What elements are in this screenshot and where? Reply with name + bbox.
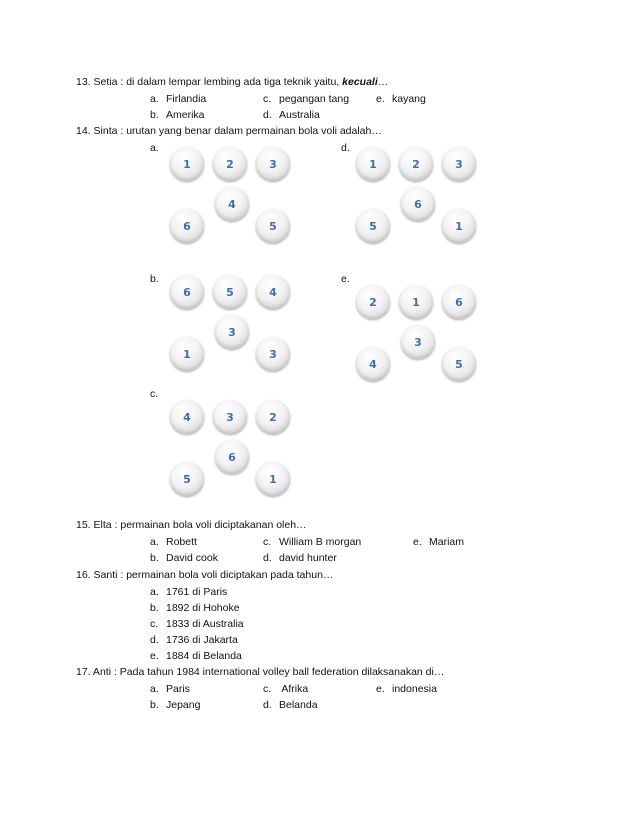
volleyball-player-position <box>399 147 433 181</box>
volleyball-player-position <box>170 337 204 371</box>
option-letter: b. <box>150 552 159 564</box>
option-letter: e. <box>376 683 385 695</box>
volleyball-player-position <box>356 285 390 319</box>
q13-option-e[interactable] <box>376 93 426 106</box>
volleyball-player-position <box>399 285 433 319</box>
position-number: 6 <box>455 295 463 309</box>
q14-option-b-letter[interactable]: b. <box>150 273 159 285</box>
option-text: Robett <box>166 536 197 548</box>
volleyball-player-position <box>215 440 249 474</box>
q15-option-c[interactable] <box>263 536 361 549</box>
volleyball-player-position <box>170 462 204 496</box>
q16-option-c[interactable] <box>150 618 244 631</box>
position-number: 1 <box>183 157 191 171</box>
position-number: 2 <box>226 157 234 171</box>
position-number: 2 <box>369 295 377 309</box>
volleyball-player-position <box>213 147 247 181</box>
q14-option-e-letter[interactable]: e. <box>341 273 350 285</box>
option-text: Jepang <box>166 699 201 711</box>
position-number: 4 <box>269 285 277 299</box>
q15-option-a[interactable] <box>150 536 197 549</box>
option-letter: e. <box>413 536 422 548</box>
option-letter: c. <box>263 536 272 548</box>
volleyball-player-position <box>170 275 204 309</box>
question-14-text: 14. Sinta : urutan yang benar dalam permainan bola voli adalah… <box>76 125 382 137</box>
option-text: David cook <box>166 552 218 564</box>
q15-option-b[interactable] <box>150 552 218 565</box>
option-letter: a. <box>150 536 159 548</box>
q17-option-c[interactable] <box>263 683 308 696</box>
volleyball-player-position <box>256 400 290 434</box>
volleyball-player-position <box>356 347 390 381</box>
option-text: david hunter <box>279 552 337 564</box>
question-13 <box>76 76 388 89</box>
option-text: Mariam <box>429 536 465 548</box>
option-letter: c. <box>263 683 272 695</box>
position-number: 5 <box>269 219 277 233</box>
q16-option-a[interactable] <box>150 586 227 599</box>
option-text: 1833 di Australia <box>166 618 244 630</box>
q16-option-d[interactable] <box>150 634 238 647</box>
volleyball-player-position <box>213 400 247 434</box>
volleyball-player-position <box>442 285 476 319</box>
question-13-ellipsis: … <box>377 76 389 88</box>
position-number: 3 <box>228 325 236 339</box>
q13-option-b[interactable] <box>150 109 205 122</box>
position-number: 4 <box>228 197 236 211</box>
option-text: 1736 di Jakarta <box>166 634 238 646</box>
option-letter: b. <box>150 109 159 121</box>
volleyball-player-position <box>356 209 390 243</box>
option-letter: a. <box>150 93 159 105</box>
position-number: 2 <box>269 410 277 424</box>
volleyball-player-position <box>213 275 247 309</box>
option-text: Afrika <box>279 683 309 695</box>
q15-option-d[interactable] <box>263 552 337 565</box>
option-letter: d. <box>263 699 272 711</box>
q16-option-b[interactable] <box>150 602 240 615</box>
option-letter: e. <box>150 650 159 662</box>
position-number: 6 <box>183 219 191 233</box>
volleyball-player-position <box>401 325 435 359</box>
q13-option-d[interactable] <box>263 109 320 122</box>
option-letter: a. <box>150 683 159 695</box>
q14-option-d-letter[interactable]: d. <box>341 142 350 154</box>
option-text: 1761 di Paris <box>166 586 228 598</box>
position-number: 5 <box>455 357 463 371</box>
volleyball-player-position <box>442 209 476 243</box>
position-number: 3 <box>414 335 422 349</box>
position-number: 3 <box>269 347 277 361</box>
volleyball-player-position <box>256 209 290 243</box>
volleyball-player-position <box>215 187 249 221</box>
position-number: 5 <box>183 472 191 486</box>
position-number: 3 <box>269 157 277 171</box>
question-16-text: 16. Santi : permainan bola voli diciptakan pada tahun… <box>76 569 334 581</box>
option-text: William B morgan <box>279 536 362 548</box>
option-text: Australia <box>279 109 320 121</box>
volleyball-player-position <box>442 147 476 181</box>
position-number: 1 <box>455 219 463 233</box>
option-letter: b. <box>150 699 159 711</box>
q13-option-c[interactable] <box>263 93 349 106</box>
option-letter: c. <box>263 93 272 105</box>
q14-option-c-letter[interactable]: c. <box>150 388 159 400</box>
position-number: 1 <box>183 347 191 361</box>
option-text: kayang <box>392 93 426 105</box>
position-number: 6 <box>414 197 422 211</box>
q16-option-e[interactable] <box>150 650 242 663</box>
q15-option-e[interactable] <box>413 536 464 549</box>
q14-option-a-letter[interactable]: a. <box>150 142 159 154</box>
option-text: indonesia <box>392 683 437 695</box>
position-number: 4 <box>183 410 191 424</box>
option-text: Firlandia <box>166 93 207 105</box>
question-13-text: 13. Setia : di dalam lempar lembing ada tiga teknik yaitu, <box>76 76 340 88</box>
option-text: Belanda <box>279 699 318 711</box>
option-letter: c. <box>150 618 159 630</box>
position-number: 6 <box>228 450 236 464</box>
q17-option-b[interactable] <box>150 699 200 712</box>
option-letter: d. <box>263 109 272 121</box>
option-letter: d. <box>263 552 272 564</box>
volleyball-player-position <box>256 462 290 496</box>
volleyball-player-position <box>170 400 204 434</box>
position-number: 5 <box>369 219 377 233</box>
position-number: 1 <box>269 472 277 486</box>
position-number: 3 <box>455 157 463 171</box>
volleyball-player-position <box>256 337 290 371</box>
position-number: 6 <box>183 285 191 299</box>
option-text: 1892 di Hohoke <box>166 602 240 614</box>
option-text: 1884 di Belanda <box>166 650 242 662</box>
position-number: 2 <box>412 157 420 171</box>
option-letter: b. <box>150 602 159 614</box>
question-15-text: 15. Elta : permainan bola voli diciptakanan oleh… <box>76 519 307 531</box>
question-17-text: 17. Anti : Pada tahun 1984 international volley ball federation dilaksanakan di… <box>76 666 445 678</box>
volleyball-player-position <box>256 275 290 309</box>
volleyball-player-position <box>442 347 476 381</box>
option-letter: d. <box>150 634 159 646</box>
volleyball-player-position <box>170 209 204 243</box>
position-number: 4 <box>369 357 377 371</box>
volleyball-player-position <box>215 315 249 349</box>
volleyball-player-position <box>401 187 435 221</box>
q17-option-e[interactable] <box>376 683 437 696</box>
q17-option-d[interactable] <box>263 699 318 712</box>
option-text: Amerika <box>166 109 205 121</box>
q17-option-a[interactable] <box>150 683 190 696</box>
option-text: pegangan tang <box>279 93 350 105</box>
volleyball-player-position <box>356 147 390 181</box>
option-text: Paris <box>166 683 190 695</box>
position-number: 1 <box>369 157 377 171</box>
position-number: 5 <box>226 285 234 299</box>
option-letter: a. <box>150 586 159 598</box>
volleyball-player-position <box>256 147 290 181</box>
option-letter: e. <box>376 93 385 105</box>
q13-option-a[interactable] <box>150 93 206 106</box>
volleyball-player-position <box>170 147 204 181</box>
position-number: 3 <box>226 410 234 424</box>
position-number: 1 <box>412 295 420 309</box>
question-13-keyword: kecuali <box>342 76 378 88</box>
